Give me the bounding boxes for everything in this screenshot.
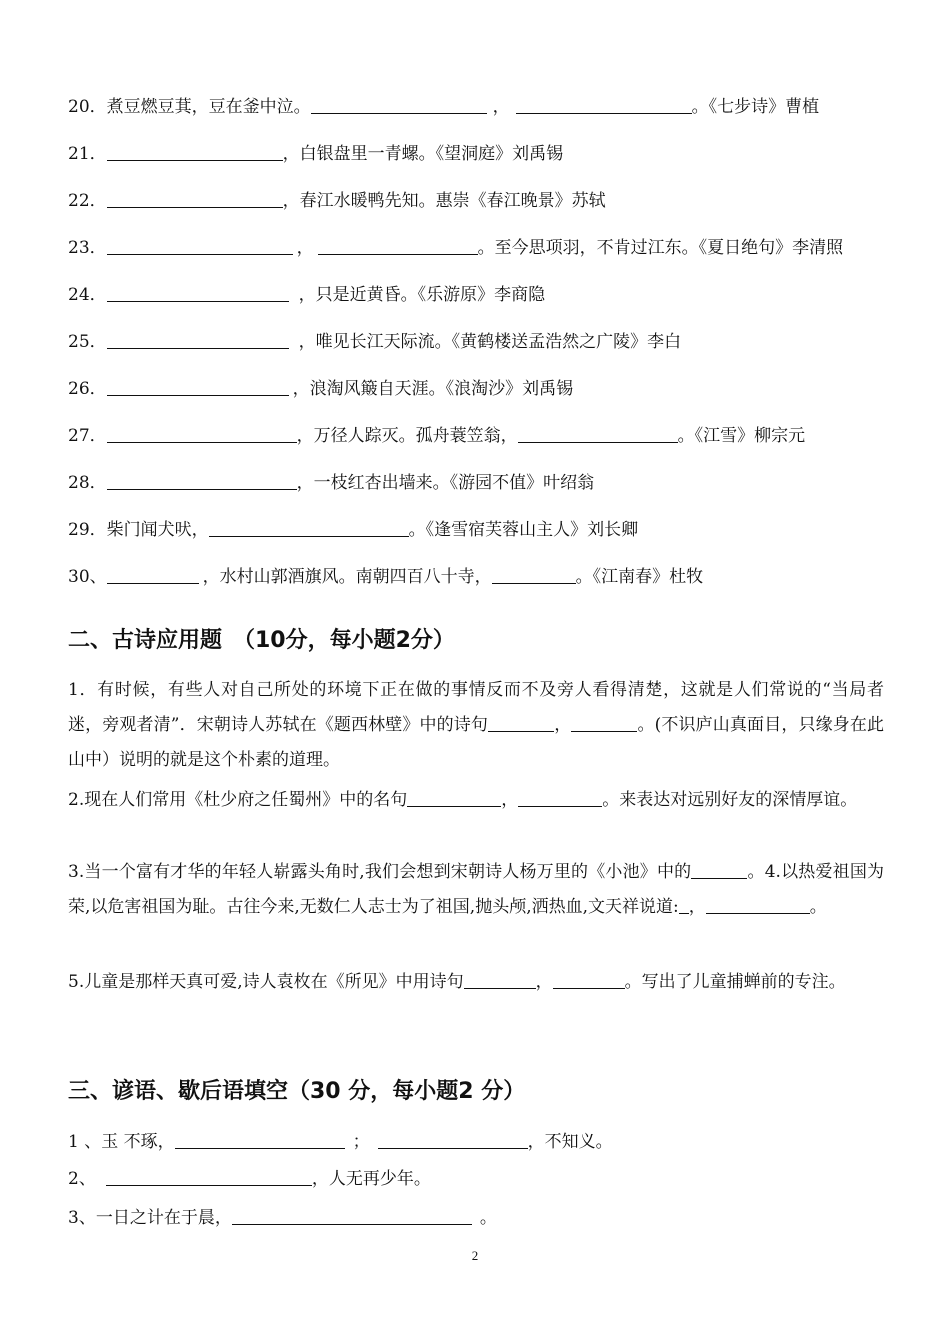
section-heading: 二、古诗应用题 （10分，每小题2分） [68, 628, 455, 653]
page-number: 2 [471, 1248, 479, 1263]
question-number: 20． [68, 97, 107, 117]
question-source: 。《七步诗》曹植 [691, 97, 820, 117]
question-text: 。来表达对远别好友的深情厚谊。 [602, 790, 858, 810]
answer-blank[interactable] [107, 331, 289, 349]
answer-blank[interactable] [706, 896, 810, 914]
question-number: 3、 [68, 1208, 96, 1228]
answer-blank[interactable] [464, 971, 536, 989]
answer-blank[interactable] [175, 1131, 345, 1149]
question-28 [68, 472, 594, 494]
answer-blank[interactable] [107, 143, 283, 161]
answer-blank[interactable] [107, 566, 199, 584]
question-text: ，水村山郭酒旗风。南朝四百八十寺， [202, 567, 492, 587]
question-number: 1 、 [68, 1132, 102, 1152]
question-29 [68, 519, 638, 541]
question-22 [68, 190, 606, 212]
answer-blank[interactable] [107, 378, 289, 396]
question-number: 22． [68, 191, 107, 211]
question-text: 。至今思项羽，不肯过江东。《夏日绝句》李清照 [477, 238, 844, 258]
question-20 [68, 96, 819, 118]
question-source: 。《江雪》柳宗元 [677, 426, 806, 446]
question-25 [68, 331, 681, 353]
application-question-5 [68, 965, 884, 1000]
question-source: 。《江南春》杜牧 [575, 567, 704, 587]
question-number: 2、 [68, 1169, 96, 1189]
answer-blank[interactable] [407, 789, 501, 807]
answer-blank[interactable] [492, 566, 576, 584]
question-number: 24． [68, 285, 107, 305]
question-text: 煮豆燃豆萁，豆在釜中泣。 [106, 97, 311, 117]
answer-blank[interactable] [553, 971, 625, 989]
application-question-2 [68, 783, 884, 818]
question-number: 21． [68, 144, 107, 164]
answer-blank[interactable] [107, 237, 293, 255]
punctuation: ， [492, 97, 510, 117]
question-text: 。写出了儿童捕蝉前的专注。 [624, 972, 846, 992]
question-number: 30、 [68, 567, 107, 587]
punctuation: 。 [809, 897, 827, 917]
proverb-question-2 [68, 1168, 431, 1190]
punctuation: ， [554, 715, 572, 735]
question-number: 26． [68, 379, 107, 399]
punctuation: ， [501, 790, 519, 810]
answer-blank[interactable] [107, 190, 283, 208]
answer-blank[interactable] [516, 96, 692, 114]
question-text: 5.儿童是那样天真可爱,诗人袁枚在《所见》中用诗句 [68, 972, 464, 992]
punctuation: 。 [479, 1208, 497, 1228]
answer-blank[interactable] [311, 96, 487, 114]
answer-blank[interactable] [378, 1131, 528, 1149]
question-number: 25． [68, 332, 107, 352]
question-text: ，唯见长江天际流。《黄鹤楼送孟浩然之广陵》李白 [298, 332, 682, 352]
question-text: 1．有时候，有些人对自己所处的环境下正在做的事情反而不及旁人看得清楚，这就是人们常说的“当局者迷，旁观者清”．宋朝诗人苏轼在《题西林壁》中的诗句 [68, 680, 884, 735]
answer-blank[interactable] [488, 714, 554, 732]
question-text: 3.当一个富有才华的年轻人崭露头角时,我们会想到宋朝诗人杨万里的《小池》中的 [68, 862, 692, 882]
question-number: 28． [68, 473, 107, 493]
answer-blank[interactable] [107, 425, 297, 443]
question-text: ，春江水暖鸭先知。惠崇《春江晚景》苏轼 [282, 191, 606, 211]
question-text: ，不知义。 [527, 1132, 613, 1152]
answer-blank[interactable] [107, 472, 297, 490]
answer-blank[interactable] [571, 714, 637, 732]
answer-blank[interactable] [318, 237, 478, 255]
answer-blank[interactable] [691, 861, 747, 879]
question-text: 2.现在人们常用《杜少府之任蜀州》中的名句 [68, 790, 408, 810]
punctuation: ， [535, 972, 553, 992]
question-number: 27． [68, 426, 107, 446]
answer-blank[interactable] [107, 284, 289, 302]
question-number: 29． [68, 520, 107, 540]
question-text: 。4.以热爱祖国为荣,以危害祖国为耻。古往今来,无数仁人志士为了祖国,抛头颅,洒热血,文天祥说道: [68, 862, 884, 917]
question-text: 一日之计在于晨， [95, 1208, 232, 1228]
question-24 [68, 284, 545, 306]
application-question-1 [68, 673, 884, 778]
question-26 [68, 378, 573, 400]
question-text: ，白银盘里一青螺。《望洞庭》刘禹锡 [282, 144, 564, 164]
application-question-3-4 [68, 855, 884, 925]
question-text: 。(不识庐山真面目，只缘身在此山中）说明的就是这个朴素的道理。 [68, 715, 884, 770]
question-text: 玉 不琢， [101, 1132, 175, 1152]
punctuation: ， [688, 897, 706, 917]
proverb-question-3 [68, 1207, 497, 1229]
answer-blank[interactable] [518, 425, 678, 443]
punctuation: ； [352, 1132, 370, 1152]
question-text: ，人无再少年。 [311, 1169, 431, 1189]
answer-blank[interactable] [232, 1207, 472, 1225]
question-23 [68, 237, 843, 259]
question-30 [68, 566, 703, 588]
question-21 [68, 143, 563, 165]
answer-blank[interactable] [679, 896, 689, 914]
question-text: ，只是近黄昏。《乐游原》李商隐 [298, 285, 546, 305]
question-text: ，万径人踪灭。孤舟蓑笠翁， [296, 426, 518, 446]
proverb-question-1 [68, 1131, 613, 1153]
question-number: 23． [68, 238, 107, 258]
section-heading: 三、谚语、歇后语填空（30 分，每小题2 分） [68, 1079, 526, 1104]
answer-blank[interactable] [518, 789, 602, 807]
question-27 [68, 425, 805, 447]
question-source: 。《逢雪宿芙蓉山主人》刘长卿 [408, 520, 639, 540]
question-text: ，浪淘风簸自天涯。《浪淘沙》刘禹锡 [292, 379, 574, 399]
answer-blank[interactable] [209, 519, 409, 537]
question-text: 柴门闻犬吠， [106, 520, 209, 540]
punctuation: ， [296, 238, 314, 258]
question-text: ，一枝红杏出墙来。《游园不值》叶绍翁 [296, 473, 595, 493]
answer-blank[interactable] [106, 1168, 312, 1186]
